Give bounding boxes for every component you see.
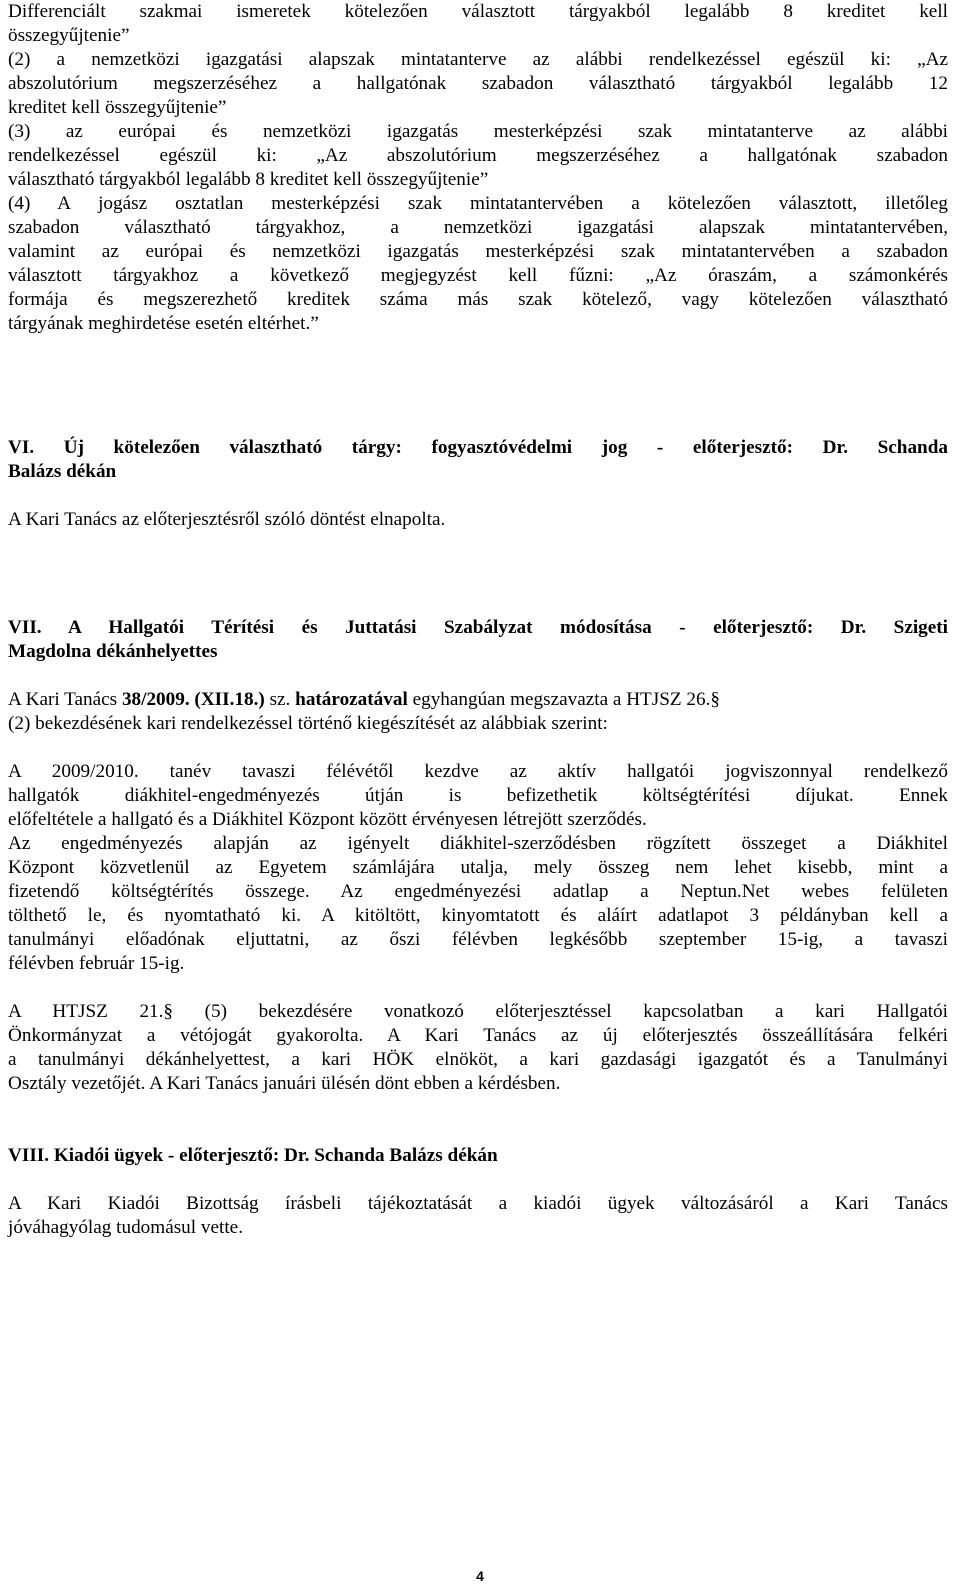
text-line: összegyűjtenie” [8, 25, 130, 46]
text-line: kreditet kell összegyűjtenie” [8, 97, 227, 118]
text-line: A 2009/2010. tanév tavaszi félévétől kezdve az aktív hallgatói jogviszonnyal rendelkező [8, 761, 948, 782]
text-line: tölthető le, és nyomtatható ki. A kitöltött, kinyomtatott és aláírt adatlapot 3 példányban kell a [8, 905, 948, 926]
text-line: tanulmányi előadónak eljuttatni, az őszi félévben legkésőbb szeptember 15-ig, a tavaszi [8, 929, 948, 950]
text-line: Az engedményezés alapján az igényelt diákhitel-szerződésben rögzített összeget a Diákhitel [8, 833, 948, 854]
text-line: tárgyának meghirdetése esetén eltérhet.” [8, 313, 319, 334]
section-heading: Magdolna dékánhelyettes [8, 641, 218, 662]
text-line: Osztály vezetőjét. A Kari Tanács januári ülésén dönt ebben a kérdésben. [8, 1073, 561, 1094]
text-line: választható tárgyakból legalább 8 kreditet kell összegyűjtenie” [8, 169, 489, 190]
text-line: választott tárgyakhoz a következő megjegyzést kell fűzni: „Az óraszám, a számonkérés [8, 265, 948, 286]
section-heading: VII. A Hallgatói Térítési és Juttatási Szabályzat módosítása - előterjesztő: Dr. Szigeti [8, 617, 948, 638]
section-heading: VIII. Kiadói ügyek - előterjesztő: Dr. Schanda Balázs dékán [8, 1145, 498, 1166]
text-run: A Kari Tanács [8, 689, 122, 710]
text-line: szabadon választható tárgyakhoz, a nemzetközi igazgatási alapszak mintatantervében, [8, 217, 948, 238]
text-line: rendelkezéssel egészül ki: „Az abszolutórium megszerzéséhez a hallgatónak szabadon [8, 145, 948, 166]
text-line: A Kari Kiadói Bizottság írásbeli tájékoztatását a kiadói ügyek változásáról a Kari Tanács [8, 1193, 948, 1214]
text-line: hallgatók diákhitel-engedményezés útján is befizethetik költségtérítési díjukat. Ennek [8, 785, 948, 806]
text-line: (2) bekezdésének kari rendelkezéssel történő kiegészítését az alábbiak szerint: [8, 713, 608, 734]
text-line: fizetendő költségtérítés összege. Az engedményezési adatlap a Neptun.Net webes felületen [8, 881, 948, 902]
text-run: sz. [264, 689, 296, 710]
text-line: (3) az európai és nemzetközi igazgatás mesterképzési szak mintatanterve az alábbi [8, 121, 948, 142]
text-run: egyhangúan megszavazta a HTJSZ 26.§ [407, 689, 721, 710]
text-line: előfeltétele a hallgató és a Diákhitel Központ között érvényesen létrejött szerződés. [8, 809, 647, 830]
text-line: félévben február 15-ig. [8, 953, 185, 974]
text-line: formája és megszerezhető kreditek száma más szak kötelező, vagy kötelezően választható [8, 289, 948, 310]
text-line: abszolutórium megszerzéséhez a hallgatónak szabadon választható tárgyakból legalább 12 [8, 73, 948, 94]
text-line: a tanulmányi dékánhelyettest, a kari HÖK elnököt, a kari gazdasági igazgatót és a Tanulmányi [8, 1049, 948, 1070]
page-number: 4 [476, 1568, 484, 1584]
resolution-number: 38/2009. (XII.18.) [121, 689, 265, 710]
text-line: valamint az európai és nemzetközi igazgatás mesterképzési szak mintatantervében a szabadon [8, 241, 948, 262]
text-line: (4) A jogász osztatlan mesterképzési szak mintatantervében a kötelezően választott, illetőleg [8, 193, 948, 214]
text-line: Önkormányzat a vétójogát gyakorolta. A Kari Tanács az új előterjesztés összeállítására felkéri [8, 1025, 948, 1046]
text-line: Központ közvetlenül az Egyetem számlájára utalja, mely összeg nem lehet kisebb, mint a [8, 857, 948, 878]
text-line: (2) a nemzetközi igazgatási alapszak mintatanterve az alábbi rendelkezéssel egészül ki: „Az [8, 49, 948, 70]
text-line: A Kari Tanács az előterjesztésről szóló döntést elnapolta. [8, 509, 446, 530]
text-line [8, 688, 948, 712]
text-line: Differenciált szakmai ismeretek kötelezően választott tárgyakból legalább 8 kreditet kell [8, 1, 948, 22]
text-line: jóváhagyólag tudomásul vette. [8, 1217, 243, 1238]
text-line: A HTJSZ 21.§ (5) bekezdésére vonatkozó előterjesztéssel kapcsolatban a kari Hallgatói [8, 1001, 948, 1022]
section-heading: VI. Új kötelezően választható tárgy: fogyasztóvédelmi jog - előterjesztő: Dr. Schanda [8, 437, 948, 458]
resolution-word: határozatával [295, 689, 408, 710]
section-heading: Balázs dékán [8, 461, 117, 482]
